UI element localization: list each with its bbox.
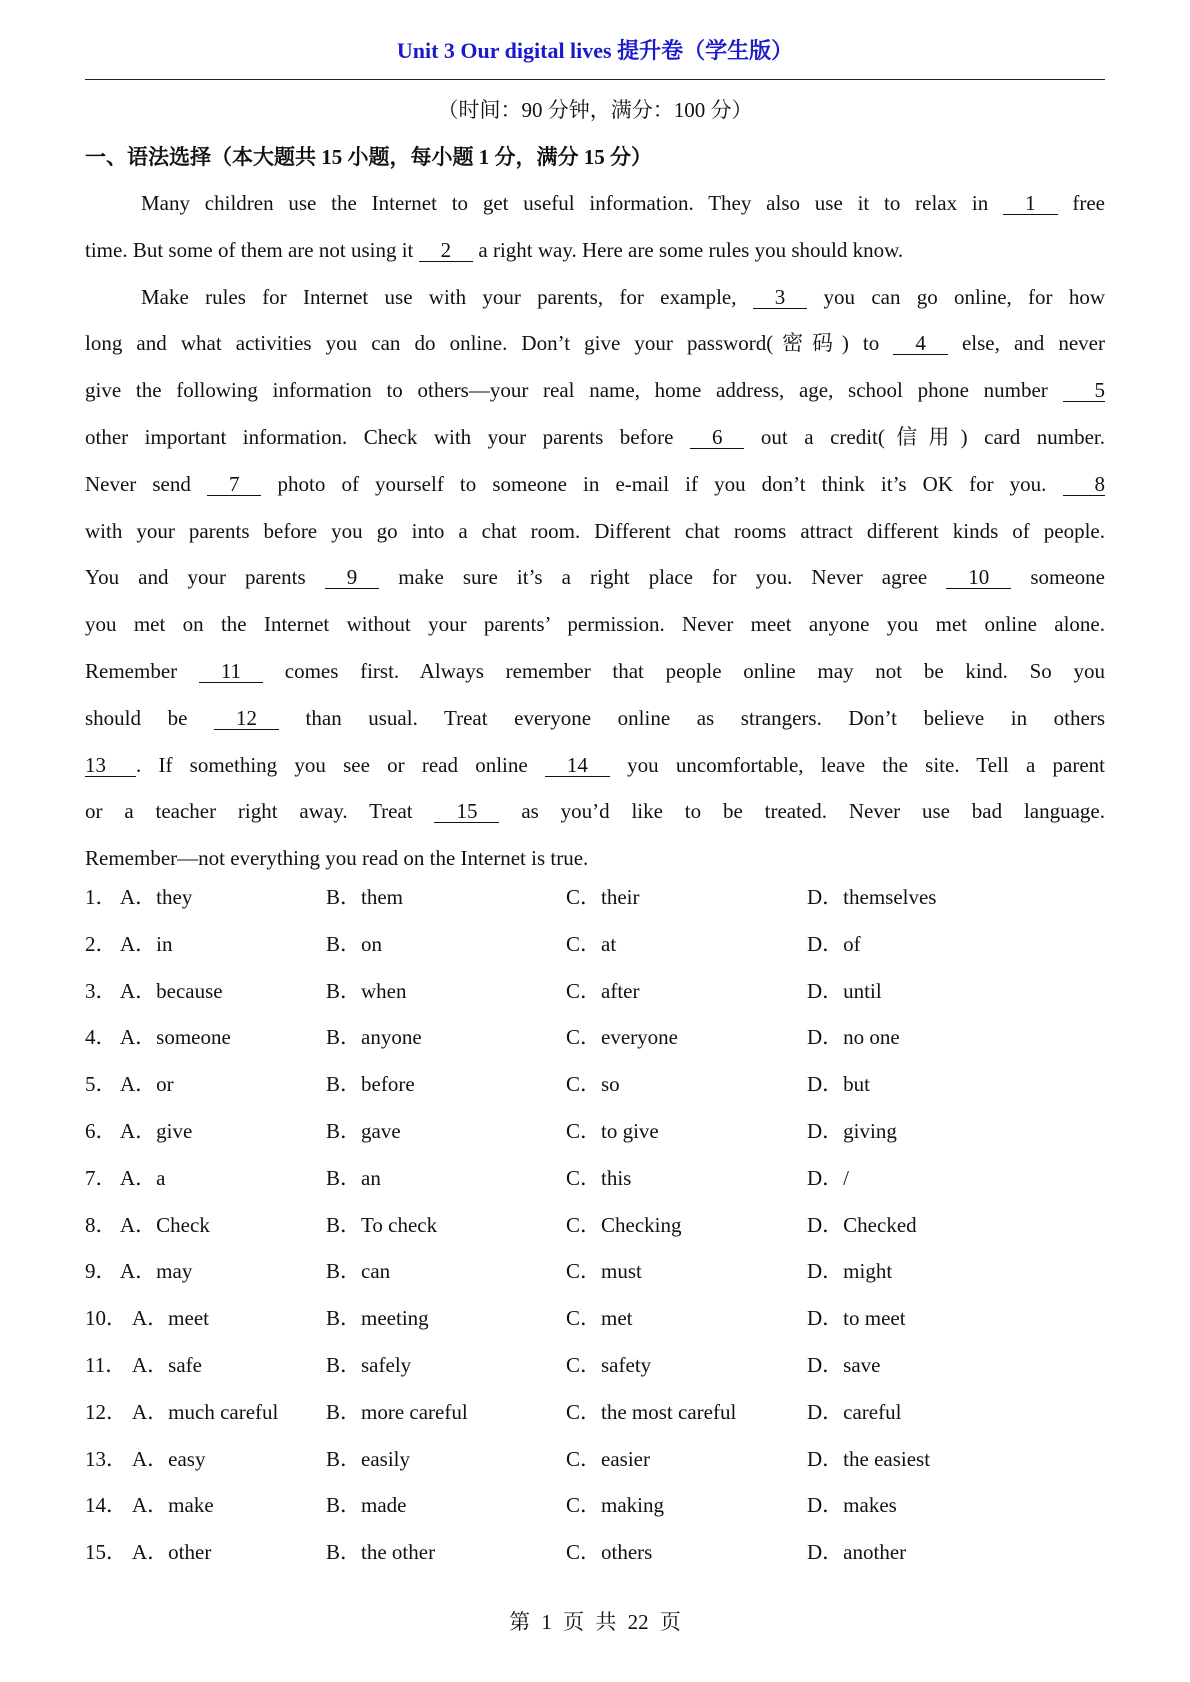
question-number: 10． — [85, 1306, 127, 1331]
passage-text: make sure it’s a right place for you. Never agree — [379, 565, 947, 590]
option-c[interactable]: C．the most careful — [566, 1399, 737, 1424]
option-a[interactable]: A．someone — [120, 1025, 231, 1050]
option-b[interactable]: B．anyone — [326, 1025, 422, 1050]
question-row — [85, 1436, 1105, 1483]
option-b[interactable]: B．made — [326, 1493, 407, 1518]
option-a[interactable]: A．may — [120, 1259, 193, 1284]
passage-line — [85, 508, 1105, 555]
passage-line — [85, 554, 1105, 601]
passage-line — [85, 695, 1105, 742]
passage-text: out a credit(信用) card number. — [744, 424, 1105, 449]
question-number: 15． — [85, 1540, 127, 1565]
question-row — [85, 1108, 1105, 1155]
question-row — [85, 1202, 1105, 1249]
passage-line — [85, 180, 1105, 227]
option-c[interactable]: C．safety — [566, 1352, 652, 1377]
question-row — [85, 1389, 1105, 1436]
blank-10: 10 — [946, 566, 1011, 589]
blank-9: 9 — [325, 566, 380, 589]
page-number: 第 1 页 共 22 页 — [509, 1610, 681, 1634]
question-number: 5． — [85, 1072, 117, 1097]
option-b[interactable]: B．can — [326, 1259, 391, 1284]
option-b[interactable]: B．on — [326, 931, 383, 956]
option-d[interactable]: D．but — [807, 1072, 870, 1097]
passage-text: Many children use the Internet to get useful information. They also use it to relax in — [141, 191, 1004, 215]
option-c[interactable]: C．easier — [566, 1446, 650, 1471]
passage-text: Never send — [85, 471, 207, 496]
option-d[interactable]: D．/ — [807, 1165, 849, 1190]
question-number: 14． — [85, 1493, 127, 1518]
option-a[interactable]: A．or — [120, 1072, 174, 1097]
blank-13: 13 — [85, 754, 136, 777]
exam-time-score: （时间：90 分钟，满分：100 分） — [437, 98, 753, 122]
option-d[interactable]: D．themselves — [807, 885, 937, 909]
passage-line — [85, 788, 1105, 835]
blank-12: 12 — [214, 707, 279, 730]
question-number: 7． — [85, 1165, 117, 1190]
blank-14: 14 — [545, 754, 610, 777]
option-c[interactable]: C．after — [566, 978, 640, 1003]
blank-4: 4 — [893, 332, 948, 355]
option-c[interactable]: C．met — [566, 1306, 633, 1331]
passage-text: should be — [85, 705, 214, 730]
option-c[interactable]: C．others — [566, 1540, 653, 1565]
option-c[interactable]: C．at — [566, 931, 617, 956]
passage-line — [85, 227, 1105, 274]
passage-text: Remember — [85, 658, 199, 683]
option-a[interactable]: A．they — [120, 885, 193, 909]
document-title: Unit 3 Our digital lives 提升卷（学生版） — [396, 38, 794, 63]
blank-8: 8 — [1063, 473, 1106, 496]
option-c[interactable]: C．to give — [566, 1118, 659, 1143]
option-d[interactable]: D．of — [807, 931, 861, 956]
question-number: 9． — [85, 1259, 117, 1284]
passage-line — [85, 274, 1105, 321]
option-a[interactable]: A．a — [120, 1165, 166, 1190]
passage-text: . If something you see or read online — [136, 752, 545, 777]
option-d[interactable]: D．Checked — [807, 1212, 917, 1237]
option-d[interactable]: D．to meet — [807, 1306, 906, 1331]
option-d[interactable]: D．until — [807, 978, 882, 1003]
blank-6: 6 — [690, 426, 745, 449]
question-row — [85, 1155, 1105, 1202]
option-c[interactable]: C．must — [566, 1259, 642, 1284]
option-c[interactable]: C．their — [566, 885, 640, 909]
passage-line — [85, 367, 1105, 414]
passage-line — [85, 414, 1105, 461]
passage-text: You and your parents — [85, 565, 325, 590]
question-number: 11． — [85, 1352, 127, 1377]
option-d[interactable]: D．giving — [807, 1118, 897, 1143]
option-b[interactable]: B．them — [326, 885, 403, 909]
passage-text: free — [1057, 191, 1105, 215]
option-a[interactable]: A．safe — [132, 1352, 202, 1377]
question-number: 3． — [85, 978, 117, 1003]
option-c[interactable]: C．everyone — [566, 1025, 678, 1050]
passage-line — [85, 742, 1105, 789]
question-number: 4． — [85, 1025, 117, 1050]
blank-1: 1 — [1003, 192, 1058, 215]
option-a[interactable]: A．Check — [120, 1212, 210, 1237]
option-b[interactable]: B．meeting — [326, 1306, 429, 1331]
question-row — [85, 874, 1105, 921]
passage-text: other important information. Check with your parents before — [85, 424, 690, 449]
cloze-passage — [85, 180, 1105, 882]
question-row — [85, 1248, 1105, 1295]
passage-text: photo of yourself to someone in e-mail if you don’t think it’s OK for you. — [261, 471, 1063, 496]
passage-text: you can go online, for how — [807, 284, 1105, 309]
question-number: 1． — [85, 885, 117, 909]
option-a[interactable]: A．make — [132, 1493, 214, 1518]
option-a[interactable]: A．meet — [132, 1306, 209, 1331]
passage-line — [85, 320, 1105, 367]
passage-text: as you’d like to be treated. Never use bad language. — [499, 799, 1106, 824]
question-options — [85, 874, 1105, 1576]
passage-text: Remember—not everything you read on the Internet is true. — [85, 846, 589, 871]
option-b[interactable]: B．safely — [326, 1352, 412, 1377]
question-number: 8． — [85, 1212, 117, 1237]
question-row — [85, 1529, 1105, 1576]
question-row — [85, 968, 1105, 1015]
question-row — [85, 1014, 1105, 1061]
option-d[interactable]: D．no one — [807, 1025, 900, 1050]
question-number: 6． — [85, 1118, 117, 1143]
passage-text: a right way. Here are some rules you should know. — [473, 237, 904, 262]
question-row — [85, 1482, 1105, 1529]
question-row — [85, 1342, 1105, 1389]
option-d[interactable]: D．makes — [807, 1493, 897, 1518]
option-b[interactable]: B．more careful — [326, 1399, 468, 1424]
question-row — [85, 921, 1105, 968]
option-b[interactable]: B．the other — [326, 1540, 436, 1565]
blank-3: 3 — [753, 286, 808, 309]
option-a[interactable]: A．easy — [132, 1446, 206, 1471]
option-a[interactable]: A．much careful — [132, 1399, 279, 1424]
option-b[interactable]: B．before — [326, 1072, 415, 1097]
option-b[interactable]: B．an — [326, 1165, 381, 1190]
passage-text: with your parents before you go into a chat room. Different chat rooms attract different kinds of people. — [85, 518, 1105, 543]
blank-2: 2 — [419, 239, 474, 262]
passage-text: Make rules for Internet use with your parents, for example, — [141, 284, 753, 309]
passage-text: someone — [1011, 565, 1105, 590]
option-d[interactable]: D．save — [807, 1352, 881, 1377]
question-number: 2． — [85, 931, 117, 956]
question-number: 13． — [85, 1446, 127, 1471]
option-c[interactable]: C．so — [566, 1072, 620, 1097]
header-divider — [85, 79, 1105, 80]
passage-line — [85, 648, 1105, 695]
option-d[interactable]: D．the easiest — [807, 1446, 931, 1471]
blank-7: 7 — [207, 473, 262, 496]
question-number: 12． — [85, 1399, 127, 1424]
option-b[interactable]: B．gave — [326, 1118, 401, 1143]
option-a[interactable]: A．because — [120, 978, 223, 1003]
question-row — [85, 1295, 1105, 1342]
option-c[interactable]: C．this — [566, 1165, 632, 1190]
option-d[interactable]: D．careful — [807, 1399, 902, 1424]
passage-text: else, and never — [947, 331, 1105, 356]
passage-text: or a teacher right away. Treat — [85, 799, 435, 824]
option-a[interactable]: A．give — [120, 1118, 193, 1143]
option-c[interactable]: C．making — [566, 1493, 664, 1518]
blank-15: 15 — [434, 800, 499, 823]
option-b[interactable]: B．when — [326, 978, 407, 1003]
passage-line — [85, 461, 1105, 508]
passage-text: long and what activities you can do online. Don’t give your password(密码) to — [85, 331, 894, 356]
option-a[interactable]: A．other — [132, 1540, 212, 1565]
option-d[interactable]: D．another — [807, 1540, 907, 1565]
passage-line — [85, 601, 1105, 648]
blank-11: 11 — [199, 660, 263, 683]
passage-text: give the following information to others—your real name, home address, age, school phone number — [85, 378, 1063, 403]
passage-text: than usual. Treat everyone online as strangers. Don’t believe in others — [278, 705, 1106, 730]
passage-text: comes first. Always remember that people online may not be kind. So you — [263, 658, 1105, 683]
question-row — [85, 1061, 1105, 1108]
option-b[interactable]: B．easily — [326, 1446, 410, 1471]
passage-text: you uncomfortable, leave the site. Tell a parent — [609, 752, 1105, 777]
option-d[interactable]: D．might — [807, 1259, 893, 1284]
passage-text: time. But some of them are not using it — [85, 237, 419, 262]
option-b[interactable]: B．To check — [326, 1212, 438, 1237]
blank-5: 5 — [1063, 379, 1106, 402]
section-heading: 一、语法选择（本大题共 15 小题，每小题 1 分，满分 15 分） — [85, 145, 652, 169]
passage-text: you met on the Internet without your parents’ permission. Never meet anyone you met online alone. — [85, 612, 1105, 637]
option-a[interactable]: A．in — [120, 931, 173, 956]
option-c[interactable]: C．Checking — [566, 1212, 682, 1237]
